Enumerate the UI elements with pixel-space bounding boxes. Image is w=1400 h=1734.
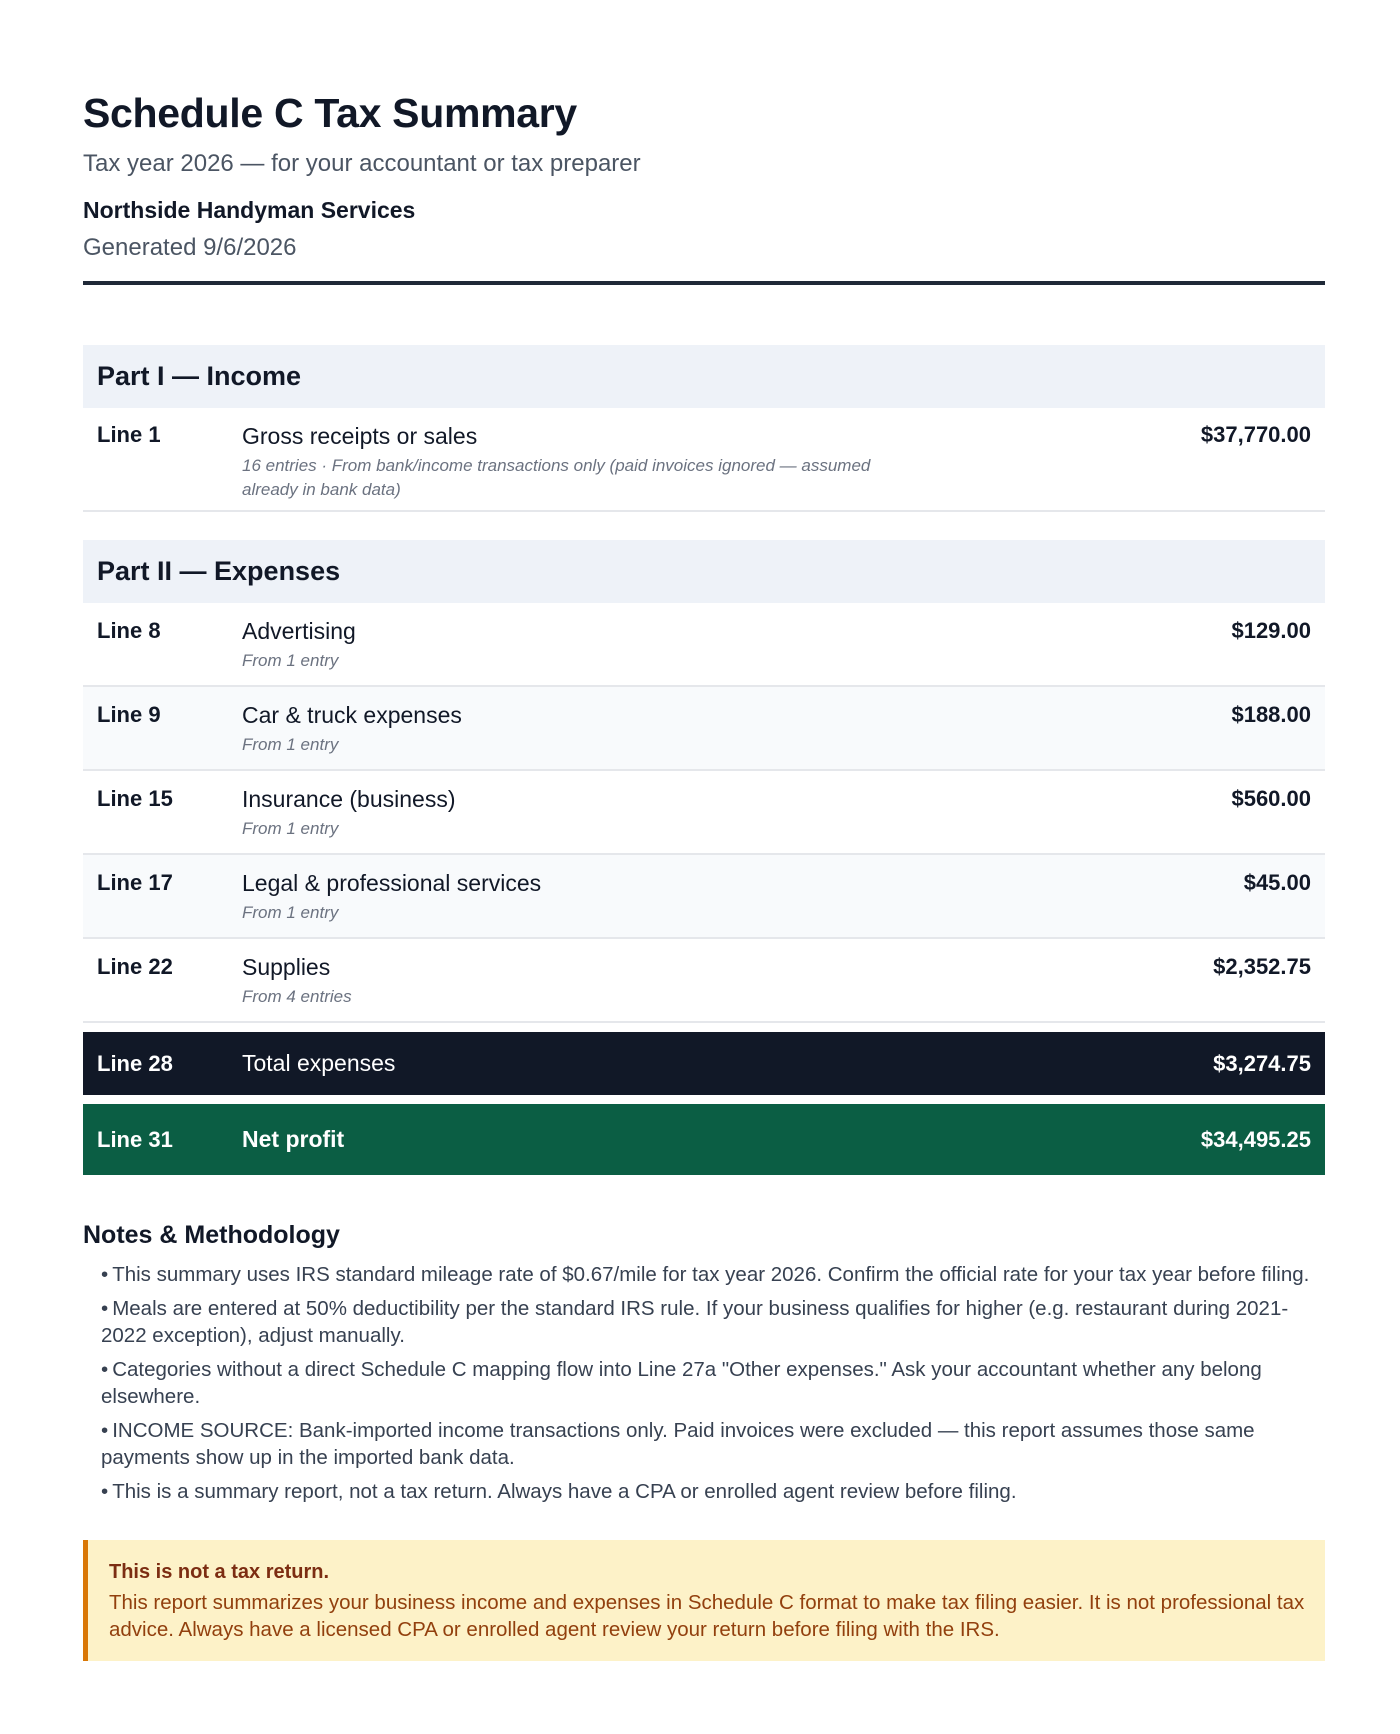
line-note: From 1 entry [242,819,339,838]
line-label: Insurance (business) [242,786,456,812]
line-number: Line 8 [97,618,161,643]
line-amount: $2,352.75 [1213,954,1311,979]
note-text: This is a summary report, not a tax return. Always have a CPA or enrolled agent review before filing. [112,1480,1017,1503]
total-expenses-amount: $3,274.75 [1213,1050,1311,1076]
disclaimer-body: This report summarizes your business income and expenses in Schedule C format to make tax filing easier. It is not professional tax advice. Always have a licensed CPA or enrolled agent review your return before filing with the IRS. [109,1591,1305,1641]
line-description [242,867,1091,937]
expense-row-line-17 [83,855,1325,939]
line-amount: $188.00 [1231,702,1311,727]
bullet-icon: • [101,1297,109,1320]
page-subtitle: Tax year 2026 — for your accountant or tax preparer [83,150,641,177]
disclaimer-title: This is not a tax return. [109,1561,330,1583]
header-divider [83,281,1325,285]
page-title: Schedule C Tax Summary [83,90,577,136]
expense-row-line-9 [83,687,1325,771]
notes-heading: Notes & Methodology [83,1221,340,1249]
disclaimer-box [83,1540,1325,1661]
line-label: Legal & professional services [242,870,542,896]
note-item [101,1478,1325,1505]
bullet-icon: • [101,1419,109,1442]
note-item [101,1417,1325,1471]
line-amount: $129.00 [1231,618,1311,643]
line-description [242,420,1091,510]
line-number: Line 22 [97,954,173,979]
line-number: Line 31 [97,1126,173,1152]
line-note: 16 entries · From bank/income transactions only (paid invoices ignored — assumed already in bank data) [242,456,871,499]
line-note: From 1 entry [242,651,339,670]
line-label: Advertising [242,618,356,644]
line-amount: $37,770.00 [1200,422,1311,447]
line-description [242,615,1091,685]
line-label: Car & truck expenses [242,702,462,728]
note-item [101,1295,1325,1349]
net-profit-row [83,1104,1325,1175]
line-label: Supplies [242,954,331,980]
net-profit-amount: $34,495.25 [1200,1126,1311,1152]
line-note: From 1 entry [242,735,339,754]
expense-row-line-22 [83,939,1325,1023]
line-number: Line 17 [97,870,173,895]
total-expenses-label: Total expenses [242,1050,396,1076]
bullet-icon: • [101,1358,109,1381]
line-note: From 1 entry [242,903,339,922]
line-amount: $560.00 [1231,786,1311,811]
line-note: From 4 entries [242,987,352,1006]
note-text: Meals are entered at 50% deductibility per the standard IRS rule. If your business qualifies for higher (e.g. restaurant during 2021-2022 exception), adjust manually. [101,1297,1289,1347]
part-expenses-heading: Part II — Expenses [83,540,1325,603]
expense-row-line-15 [83,771,1325,855]
line-number: Line 28 [97,1050,173,1076]
line-description [242,783,1091,853]
note-text: This summary uses IRS standard mileage rate of $0.67/mile for tax year 2026. Confirm the official rate for your tax year before filing. [112,1263,1310,1286]
bullet-icon: • [101,1480,109,1503]
line-amount: $45.00 [1243,870,1311,895]
line-number: Line 1 [97,422,161,447]
line-description [242,951,1091,1021]
line-description [242,699,1091,769]
note-item [101,1356,1325,1410]
bullet-icon: • [101,1263,109,1286]
expense-row-line-8 [83,603,1325,687]
note-text: Categories without a direct Schedule C mapping flow into Line 27a "Other expenses." Ask your accountant whether any belong elsewhere. [101,1358,1262,1408]
total-expenses-row [83,1032,1325,1095]
notes-list [83,1261,1325,1505]
note-text: INCOME SOURCE: Bank-imported income transactions only. Paid invoices were excluded — this report assumes those same payments show up in the imported bank data. [101,1419,1255,1469]
generated-date: Generated 9/6/2026 [83,234,297,261]
line-number: Line 15 [97,786,173,811]
note-item [101,1261,1325,1288]
line-label: Gross receipts or sales [242,423,478,449]
net-profit-label: Net profit [242,1126,345,1152]
part-income-heading: Part I — Income [83,345,1325,408]
income-row-line-1 [83,408,1325,512]
line-number: Line 9 [97,702,161,727]
business-name: Northside Handyman Services [83,197,416,223]
report-page [83,86,1325,1661]
